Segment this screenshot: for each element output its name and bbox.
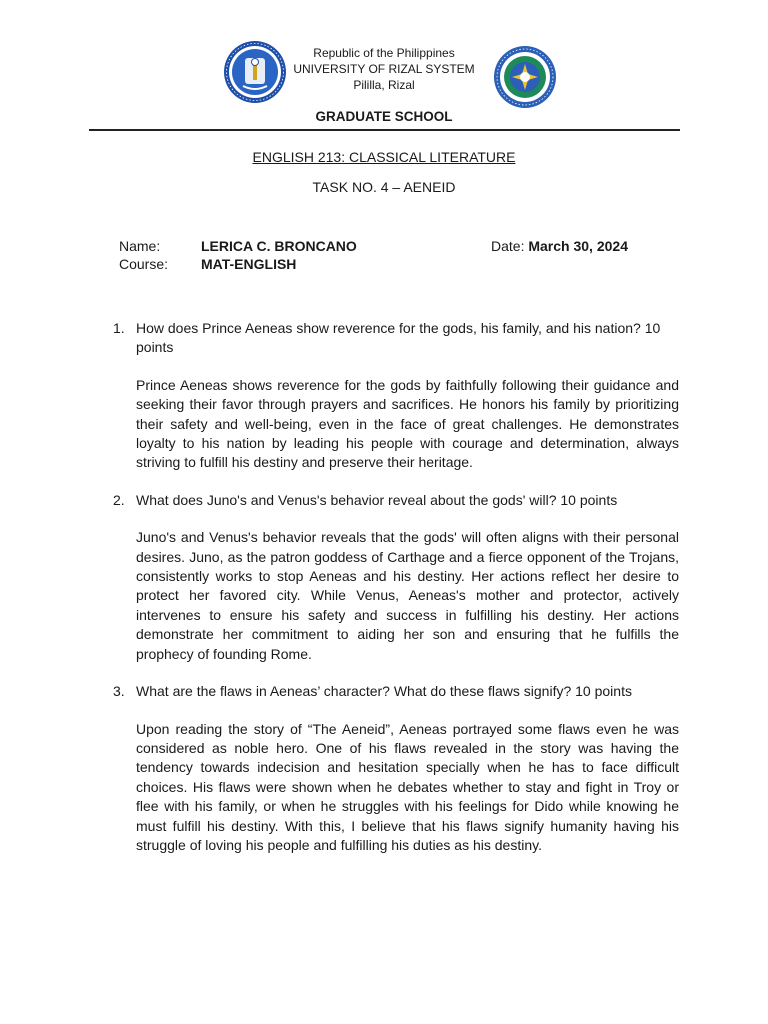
question-number: 2. (113, 491, 125, 508)
date-row (491, 237, 628, 255)
student-info (119, 237, 357, 273)
question-text: What are the flaws in Aeneas’ character? What do these flaws signify? 10 points (136, 683, 632, 700)
document-header (0, 0, 768, 140)
date-label: Date: (491, 238, 525, 254)
course-label: Course: (119, 256, 169, 272)
answer-paragraph: Prince Aeneas shows reverence for the gods by faithfully following their guidance and seeking their favor through prayers and sacrifices. He honors his family by prioritizing their safety and well-being, even in the face of great challenges. He demonstrates loyalty to his nation by leading his people with courage and determination, always striving to fulfill his destiny and preserve their heritage. (136, 376, 679, 471)
task-title: TASK NO. 4 – AENEID (312, 179, 456, 195)
course-title: ENGLISH 213: CLASSICAL LITERATURE (252, 149, 516, 165)
name-row (119, 237, 357, 255)
name-label: Name: (119, 238, 161, 254)
graduate-school-title: GRADUATE SCHOOL (315, 109, 453, 124)
header-text (0, 45, 768, 93)
university-line: UNIVERSITY OF RIZAL SYSTEM (293, 62, 475, 76)
course-row (119, 255, 357, 273)
header-divider (89, 129, 680, 131)
student-course: MAT-ENGLISH (201, 256, 297, 272)
question-number: 1. (113, 320, 125, 336)
question-number: 3. (113, 683, 125, 700)
date-value: March 30, 2024 (528, 238, 628, 254)
question-item (113, 491, 679, 510)
question-item (113, 682, 679, 701)
answer-paragraph: Juno's and Venus's behavior reveals that the gods' will often aligns with their personal desires. Juno, as the patron goddess of Carthage and a fierce opponent of the Trojans, consistently works to stop Aeneas and his destiny. Her actions reflect her desire to protect her favored city. While Venus, Aeneas's mother and protector, actively intervenes to ensure his safety and success in fulfilling his destiny. Her actions demonstrate her commitment to aiding her son and ensuring that he fulfills the prophecy of founding Rome. (136, 529, 679, 662)
question-text: What does Juno's and Venus's behavior reveal about the gods' will? 10 points (136, 491, 618, 508)
location-line: Pililla, Rizal (353, 78, 415, 92)
graduate-school-seal-icon (493, 45, 557, 109)
answer-paragraph: Upon reading the story of “The Aeneid”, Aeneas portrayed some flaws even he was considered as noble hero. One of his flaws revealed in the story was having the tendency towards indecision and hesitation specially when he has to face difficult choices. His flaws were shown when he debates whether to stay and fight in Troy or flee with his family, or when he struggles with his feelings for Dido while knowing he must fulfill his destiny. With this, I believe that his flaws signify humanity having his struggle of loving his people and fulfilling his duties as his destiny. (136, 720, 679, 853)
student-name: LERICA C. BRONCANO (201, 238, 357, 254)
question-list (113, 319, 679, 873)
question-item (113, 319, 679, 358)
question-text: How does Prince Aeneas show reverence for the gods, his family, and his nation? 10 points (136, 320, 661, 356)
republic-line: Republic of the Philippines (313, 46, 455, 60)
